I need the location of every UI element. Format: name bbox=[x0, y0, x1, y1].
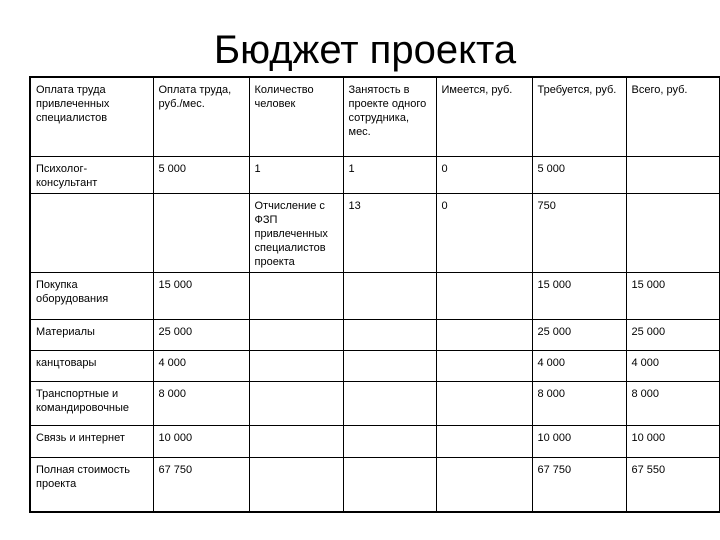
table-cell bbox=[436, 381, 532, 425]
table-cell bbox=[436, 319, 532, 350]
table-cell bbox=[436, 272, 532, 319]
table-cell bbox=[249, 381, 343, 425]
table-cell bbox=[343, 272, 436, 319]
table-row bbox=[30, 350, 720, 381]
table-cell: 10 000 bbox=[626, 425, 720, 457]
table-cell: 4 000 bbox=[532, 350, 626, 381]
table-cell bbox=[343, 381, 436, 425]
table-row bbox=[30, 457, 720, 512]
table-cell bbox=[436, 457, 532, 512]
table-cell: 4 000 bbox=[153, 350, 249, 381]
budget-table bbox=[29, 76, 720, 513]
table-cell bbox=[436, 350, 532, 381]
table-cell: 67 750 bbox=[153, 457, 249, 512]
table-cell: 10 000 bbox=[532, 425, 626, 457]
header-cell: Количество человек bbox=[249, 77, 343, 156]
table-cell bbox=[249, 350, 343, 381]
table-cell bbox=[249, 457, 343, 512]
table-row bbox=[30, 319, 720, 350]
table-cell bbox=[626, 193, 720, 272]
table-cell bbox=[249, 272, 343, 319]
table-cell: 8 000 bbox=[153, 381, 249, 425]
table-cell: Покупка оборудования bbox=[30, 272, 153, 319]
table-row bbox=[30, 272, 720, 319]
table-cell: 8 000 bbox=[532, 381, 626, 425]
table-cell: Материалы bbox=[30, 319, 153, 350]
table-cell bbox=[343, 319, 436, 350]
table-cell: 0 bbox=[436, 156, 532, 193]
table-cell: Полная стоимость проекта bbox=[30, 457, 153, 512]
table-cell bbox=[626, 156, 720, 193]
table-cell: 15 000 bbox=[626, 272, 720, 319]
table-cell bbox=[436, 425, 532, 457]
table-row bbox=[30, 156, 720, 193]
table-cell: 10 000 bbox=[153, 425, 249, 457]
table-cell: канцтовары bbox=[30, 350, 153, 381]
table-cell: 15 000 bbox=[532, 272, 626, 319]
table-row bbox=[30, 425, 720, 457]
table-cell bbox=[249, 425, 343, 457]
table-cell: 0 bbox=[436, 193, 532, 272]
table-cell bbox=[249, 319, 343, 350]
header-cell: Всего, руб. bbox=[626, 77, 720, 156]
table-cell: 1 bbox=[249, 156, 343, 193]
table-cell bbox=[153, 193, 249, 272]
table-header-row bbox=[30, 77, 720, 156]
table-cell: 25 000 bbox=[153, 319, 249, 350]
table-cell bbox=[343, 457, 436, 512]
table-cell: 15 000 bbox=[153, 272, 249, 319]
table-cell: Психолог-консультант bbox=[30, 156, 153, 193]
table-cell: Транспортные и командировочные bbox=[30, 381, 153, 425]
header-cell: Имеется, руб. bbox=[436, 77, 532, 156]
table-cell bbox=[30, 193, 153, 272]
table-cell: Связь и интернет bbox=[30, 425, 153, 457]
page-title: Бюджет проекта bbox=[213, 28, 517, 72]
table-cell: 67 550 bbox=[626, 457, 720, 512]
header-cell: Занятость в проекте одного сотрудника, мес. bbox=[343, 77, 436, 156]
table-cell: 67 750 bbox=[532, 457, 626, 512]
table-cell: Отчисление с ФЗП привлеченных специалистов проекта bbox=[249, 193, 343, 272]
table-cell: 25 000 bbox=[532, 319, 626, 350]
table-cell: 750 bbox=[532, 193, 626, 272]
table-cell: 1 bbox=[343, 156, 436, 193]
table-row bbox=[30, 381, 720, 425]
table-cell bbox=[343, 350, 436, 381]
table-cell bbox=[343, 425, 436, 457]
table-row bbox=[30, 193, 720, 272]
table-cell: 4 000 bbox=[626, 350, 720, 381]
header-cell: Оплата труда, руб./мес. bbox=[153, 77, 249, 156]
table-cell: 13 bbox=[343, 193, 436, 272]
table-cell: 5 000 bbox=[532, 156, 626, 193]
header-cell: Оплата труда привлеченных специалистов bbox=[30, 77, 153, 156]
table-cell: 8 000 bbox=[626, 381, 720, 425]
table-cell: 25 000 bbox=[626, 319, 720, 350]
table-cell: 5 000 bbox=[153, 156, 249, 193]
header-cell: Требуется, руб. bbox=[532, 77, 626, 156]
